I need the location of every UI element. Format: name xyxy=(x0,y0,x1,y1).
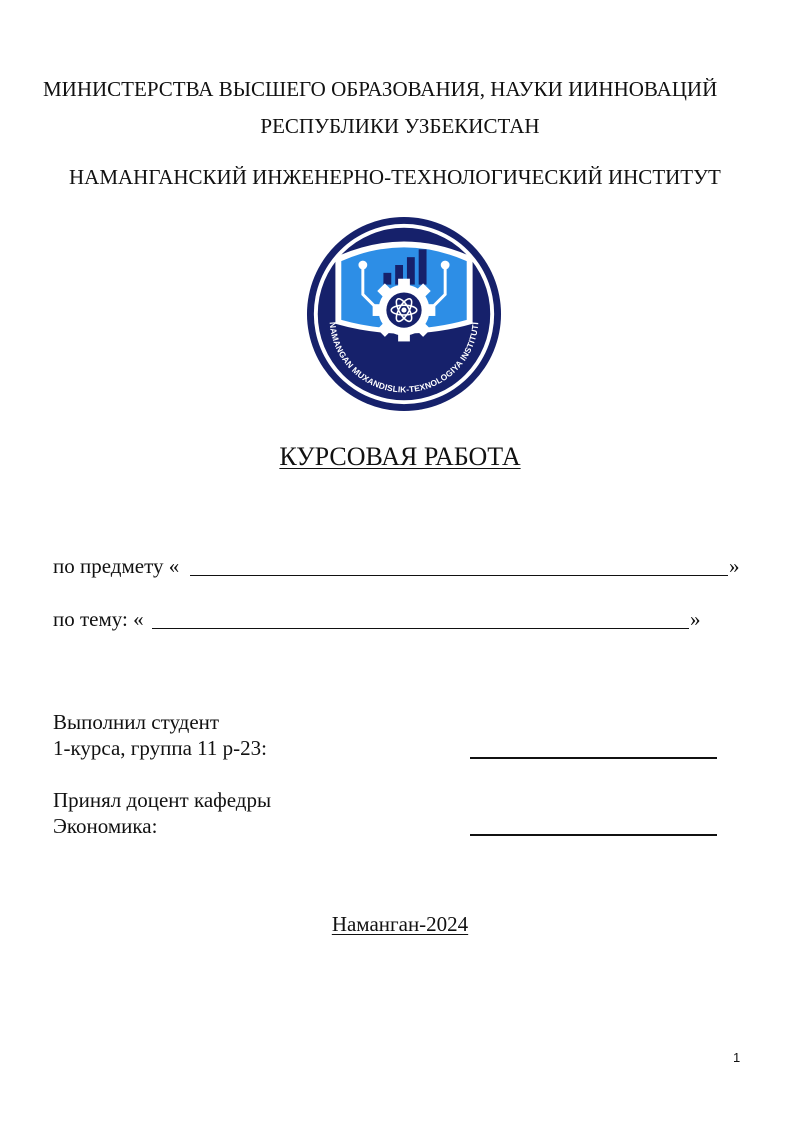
city-year: Наманган-2024 xyxy=(331,912,469,936)
student-label: Выполнил студент xyxy=(53,710,220,734)
institute-name: НАМАНГАНСКИЙ ИНЖЕНЕРНО-ТЕХНОЛОГИЧЕСКИЙ ИНСТИТУТ xyxy=(69,165,721,189)
subject-close-quote: » xyxy=(729,554,740,578)
teacher-signature-line xyxy=(470,834,717,836)
logo-ring-text: NAMANGAN MUXANDISLIK-TEXNOLOGIYA INSTITUTI xyxy=(327,321,481,395)
student-signature-line xyxy=(470,757,717,759)
document-title: КУРСОВАЯ РАБОТА xyxy=(279,442,521,471)
topic-blank-line xyxy=(152,628,689,629)
student-group: 1-курса, группа 11 р-23: xyxy=(53,736,267,760)
subject-blank-line xyxy=(190,575,728,576)
page-number: 1 xyxy=(733,1050,741,1065)
topic-label: по тему: « xyxy=(53,607,144,631)
topic-close-quote: » xyxy=(690,607,701,631)
subject-label: по предмету « xyxy=(53,554,180,578)
ministry-title-line1: МИНИСТЕРСТВА ВЫСШЕГО ОБРАЗОВАНИЯ, НАУКИ ИИННОВАЦИЙ xyxy=(43,77,718,101)
ministry-title-line2: РЕСПУБЛИКИ УЗБЕКИСТАН xyxy=(260,114,540,138)
institute-logo xyxy=(306,216,502,412)
teacher-label: Принял доцент кафедры xyxy=(53,788,272,812)
teacher-department: Экономика: xyxy=(53,814,158,838)
